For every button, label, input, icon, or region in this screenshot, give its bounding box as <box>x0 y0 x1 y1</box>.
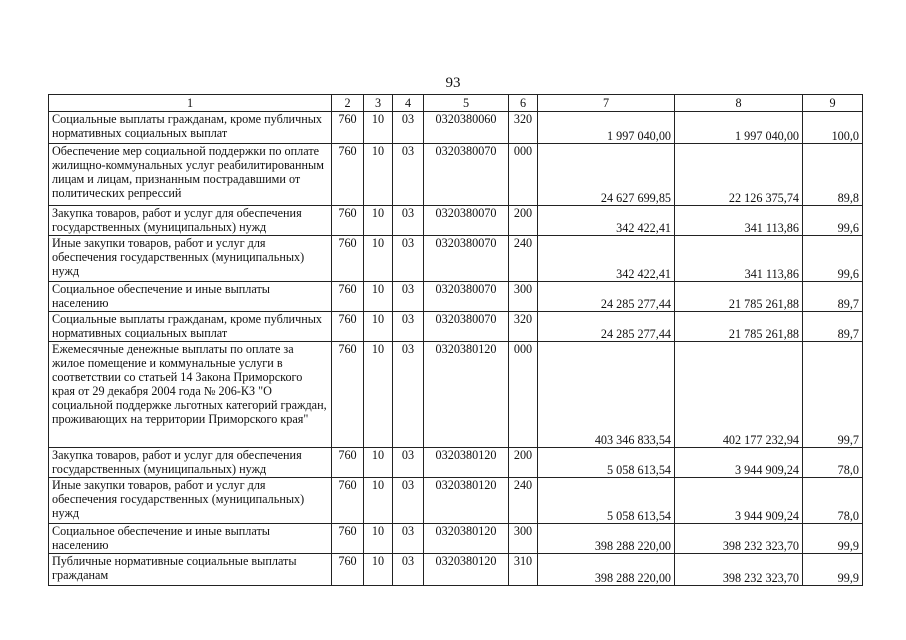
cell-code-3: 10 <box>364 524 393 554</box>
cell-code-6: 240 <box>509 478 538 524</box>
table-row <box>49 112 863 144</box>
cell-percent: 78,0 <box>803 478 863 524</box>
row-name: Социальное обеспечение и иные выплаты населению <box>49 524 332 554</box>
cell-code-2: 760 <box>332 342 364 448</box>
cell-code-5: 0320380120 <box>424 554 509 586</box>
cell-code-5: 0320380070 <box>424 144 509 206</box>
cell-percent: 99,9 <box>803 524 863 554</box>
cell-amount-actual: 398 232 323,70 <box>675 554 803 586</box>
cell-code-3: 10 <box>364 312 393 342</box>
cell-code-3: 10 <box>364 342 393 448</box>
cell-amount-planned: 5 058 613,54 <box>538 448 675 478</box>
cell-code-4: 03 <box>393 144 424 206</box>
cell-amount-actual: 341 113,86 <box>675 206 803 236</box>
column-header: 5 <box>424 95 509 112</box>
cell-code-4: 03 <box>393 342 424 448</box>
cell-amount-actual: 341 113,86 <box>675 236 803 282</box>
column-header: 2 <box>332 95 364 112</box>
table-row <box>49 236 863 282</box>
cell-code-4: 03 <box>393 206 424 236</box>
row-name: Закупка товаров, работ и услуг для обеспечения государственных (муниципальных) нужд <box>49 448 332 478</box>
cell-code-5: 0320380070 <box>424 236 509 282</box>
row-name: Публичные нормативные социальные выплаты гражданам <box>49 554 332 586</box>
cell-code-4: 03 <box>393 554 424 586</box>
table-row <box>49 144 863 206</box>
cell-code-2: 760 <box>332 282 364 312</box>
cell-code-2: 760 <box>332 236 364 282</box>
cell-amount-actual: 22 126 375,74 <box>675 144 803 206</box>
column-header: 1 <box>49 95 332 112</box>
cell-amount-actual: 402 177 232,94 <box>675 342 803 448</box>
cell-amount-actual: 3 944 909,24 <box>675 478 803 524</box>
cell-amount-planned: 342 422,41 <box>538 236 675 282</box>
cell-code-6: 200 <box>509 448 538 478</box>
cell-code-2: 760 <box>332 112 364 144</box>
cell-percent: 99,7 <box>803 342 863 448</box>
cell-code-6: 000 <box>509 144 538 206</box>
row-name: Иные закупки товаров, работ и услуг для обеспечения государственных (муниципальных) нужд <box>49 236 332 282</box>
cell-code-4: 03 <box>393 448 424 478</box>
cell-code-2: 760 <box>332 524 364 554</box>
table-row <box>49 282 863 312</box>
cell-amount-planned: 1 997 040,00 <box>538 112 675 144</box>
cell-percent: 78,0 <box>803 448 863 478</box>
cell-code-3: 10 <box>364 448 393 478</box>
cell-code-2: 760 <box>332 144 364 206</box>
cell-code-2: 760 <box>332 206 364 236</box>
cell-percent: 89,8 <box>803 144 863 206</box>
cell-amount-planned: 342 422,41 <box>538 206 675 236</box>
cell-percent: 99,6 <box>803 236 863 282</box>
cell-code-3: 10 <box>364 478 393 524</box>
cell-percent: 89,7 <box>803 312 863 342</box>
cell-code-4: 03 <box>393 282 424 312</box>
cell-amount-planned: 5 058 613,54 <box>538 478 675 524</box>
cell-amount-planned: 403 346 833,54 <box>538 342 675 448</box>
cell-code-3: 10 <box>364 554 393 586</box>
cell-amount-planned: 24 285 277,44 <box>538 282 675 312</box>
cell-code-2: 760 <box>332 554 364 586</box>
table-row <box>49 524 863 554</box>
cell-percent: 99,9 <box>803 554 863 586</box>
table-row <box>49 554 863 586</box>
header-row <box>49 95 863 112</box>
cell-amount-planned: 24 285 277,44 <box>538 312 675 342</box>
cell-code-3: 10 <box>364 236 393 282</box>
cell-code-5: 0320380120 <box>424 524 509 554</box>
table-row <box>49 206 863 236</box>
row-name: Социальное обеспечение и иные выплаты населению <box>49 282 332 312</box>
cell-code-6: 200 <box>509 206 538 236</box>
cell-code-5: 0320380120 <box>424 342 509 448</box>
cell-amount-planned: 24 627 699,85 <box>538 144 675 206</box>
page-number: 93 <box>445 75 461 91</box>
cell-amount-planned: 398 288 220,00 <box>538 524 675 554</box>
row-name: Социальные выплаты гражданам, кроме публичных нормативных социальных выплат <box>49 112 332 144</box>
cell-code-3: 10 <box>364 144 393 206</box>
column-header: 6 <box>509 95 538 112</box>
row-name: Закупка товаров, работ и услуг для обеспечения государственных (муниципальных) нужд <box>49 206 332 236</box>
column-header: 7 <box>538 95 675 112</box>
row-name: Социальные выплаты гражданам, кроме публичных нормативных социальных выплат <box>49 312 332 342</box>
cell-code-2: 760 <box>332 448 364 478</box>
cell-code-3: 10 <box>364 282 393 312</box>
table-row <box>49 448 863 478</box>
row-name: Иные закупки товаров, работ и услуг для обеспечения государственных (муниципальных) нужд <box>49 478 332 524</box>
cell-code-6: 240 <box>509 236 538 282</box>
cell-amount-actual: 3 944 909,24 <box>675 448 803 478</box>
cell-code-6: 000 <box>509 342 538 448</box>
cell-code-5: 0320380060 <box>424 112 509 144</box>
cell-percent: 99,6 <box>803 206 863 236</box>
cell-percent: 89,7 <box>803 282 863 312</box>
column-header: 3 <box>364 95 393 112</box>
cell-code-4: 03 <box>393 236 424 282</box>
table-row <box>49 312 863 342</box>
cell-code-6: 300 <box>509 282 538 312</box>
column-header: 4 <box>393 95 424 112</box>
cell-code-5: 0320380070 <box>424 282 509 312</box>
budget-table <box>48 94 863 586</box>
cell-amount-actual: 21 785 261,88 <box>675 282 803 312</box>
cell-code-6: 320 <box>509 312 538 342</box>
column-header: 8 <box>675 95 803 112</box>
cell-code-3: 10 <box>364 112 393 144</box>
cell-code-5: 0320380120 <box>424 478 509 524</box>
cell-amount-planned: 398 288 220,00 <box>538 554 675 586</box>
cell-code-5: 0320380070 <box>424 312 509 342</box>
column-header: 9 <box>803 95 863 112</box>
cell-code-6: 300 <box>509 524 538 554</box>
cell-amount-actual: 1 997 040,00 <box>675 112 803 144</box>
table-body <box>49 112 863 586</box>
cell-code-2: 760 <box>332 478 364 524</box>
cell-code-5: 0320380070 <box>424 206 509 236</box>
table-row <box>49 342 863 448</box>
cell-code-4: 03 <box>393 478 424 524</box>
cell-code-3: 10 <box>364 206 393 236</box>
cell-amount-actual: 398 232 323,70 <box>675 524 803 554</box>
cell-code-4: 03 <box>393 312 424 342</box>
cell-code-6: 310 <box>509 554 538 586</box>
cell-code-2: 760 <box>332 312 364 342</box>
cell-code-6: 320 <box>509 112 538 144</box>
table-row <box>49 478 863 524</box>
cell-code-4: 03 <box>393 112 424 144</box>
cell-percent: 100,0 <box>803 112 863 144</box>
cell-code-4: 03 <box>393 524 424 554</box>
cell-code-5: 0320380120 <box>424 448 509 478</box>
row-name: Ежемесячные денежные выплаты по оплате за жилое помещение и коммунальные услуги в соответствии со статьей 14 Закона Приморского края от 29 декабря 2004 года № 206-КЗ "О социальной поддержке льготных категорий граждан, проживающих на территории Приморского края" <box>49 342 332 448</box>
cell-amount-actual: 21 785 261,88 <box>675 312 803 342</box>
row-name: Обеспечение мер социальной поддержки по оплате жилищно-коммунальных услуг реабилитированным лицам и лицам, признанным пострадавшими от политических репрессий <box>49 144 332 206</box>
